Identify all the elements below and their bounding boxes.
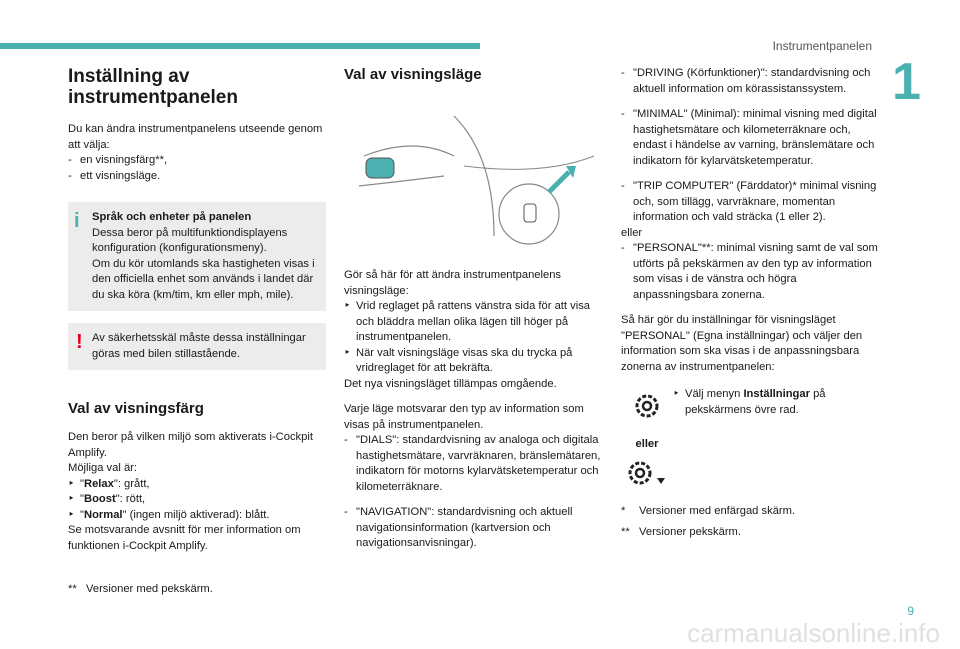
list-item: - "DRIVING (Körfunktioner)": standardvisning och aktuell information om körassistanssystem. [621, 67, 871, 95]
footnote: * Versioner med enfärgad skärm. [621, 504, 796, 517]
arrow-icon: ‣ [68, 493, 75, 505]
body-text: Gör så här för att ändra instrumentpanelens visningsläge: [344, 269, 562, 297]
body-text: eller [621, 226, 643, 239]
page-title: Inställning av instrumentpanelen [68, 66, 238, 108]
list-item: - "MINIMAL" (Minimal): minimal visning med digital hastighetsmätare och kilometerräknare och, endast i händelse av varning, bränslemätare och indikatorn för kylarvätsketemperatur. [621, 108, 877, 167]
body-text: Varje läge motsvarar den typ av information som visas på instrumentpanelen. [344, 403, 584, 431]
body-text: Se motsvarande avsnitt för mer information om funktionen i-Cockpit Amplify. [68, 524, 301, 552]
list-item: ‣ När valt visningsläge visas ska du trycka på vridreglaget för att bekräfta. [344, 346, 606, 377]
gear-icon [632, 391, 662, 421]
steering-wheel-illustration [344, 96, 606, 256]
warning-box [68, 323, 326, 370]
info-title: Språk och enheter på panelen [92, 211, 252, 223]
list-item: ‣ Välj menyn Inställningar på pekskärmens övre rad. [673, 387, 879, 418]
footnote: ** Versioner pekskärm. [621, 526, 741, 538]
icon-or-label: eller [635, 437, 659, 450]
list-item: ‣ "Boost": rött, [68, 492, 326, 508]
arrow-icon: ‣ [673, 388, 680, 400]
chapter-number: 1 [892, 53, 921, 111]
body-text: Så här gör du inställningar för visningsläget "PERSONAL" (Egna inställningar) och väljer den information som ska visas i de anpassningsbara zonerna av instrumentpanelen: [621, 314, 863, 373]
list-item: ‣ "Relax": grått, [68, 477, 326, 493]
settings-instruction [621, 387, 879, 494]
body-text: Den beror på vilken miljö som aktiverats i-Cockpit Amplify. [68, 431, 313, 459]
list-item: - "NAVIGATION": standardvisning och aktuell navigationsinformation (kartversion och navigationsanvisningar). [344, 506, 573, 549]
info-icon: i [74, 210, 80, 232]
arrow-icon: ‣ [68, 477, 75, 490]
body-text: Det nya visningsläget tillämpas omgående. [344, 377, 557, 390]
watermark: carmanualsonline.info [687, 618, 940, 648]
column-2 [344, 66, 606, 552]
page-number: 9 [907, 604, 914, 618]
section-heading: Val av visningsfärg [68, 400, 204, 417]
intro-text: Du kan ändra instrumentpanelens utseende genom att välja: [68, 123, 323, 151]
list-item: - "PERSONAL"**: minimal visning samt de val som utförts på pekskärmen av den typ av information som visas i de vänstra och högra anpassningsbara zonerna. [621, 242, 878, 301]
section-label: Instrumentpanelen [772, 39, 872, 53]
gear-dropdown-icon [625, 458, 669, 488]
list-item: - "DIALS": standardvisning av analoga och digitala hastighetsmätare, varvräknaren, bränslemätaren, indikatorn för motorns kylarvätsketemperatur och kilometerräknare. [344, 434, 601, 493]
warning-icon: ! [76, 331, 83, 353]
arrow-icon: ‣ [68, 508, 75, 521]
arrow-icon: ‣ [344, 300, 351, 312]
section-heading: Val av visningsläge [344, 66, 482, 83]
list-item: ‣ "Normal" (ingen miljö aktiverad): blått. [68, 508, 326, 524]
list-item: ‣ Vrid reglaget på rattens vänstra sida för att visa och bläddra mellan olika lägen till höger på instrumentpanelen. [344, 299, 606, 346]
footnote: ** Versioner med pekskärm. [68, 583, 213, 595]
warning-text: Av säkerhetsskäl måste dessa inställningar göras med bilen stillastående. [92, 332, 306, 360]
body-text: Möjliga val är: [68, 462, 138, 474]
column-3 [621, 66, 879, 541]
column-1 [68, 66, 326, 598]
list-item: - en visningsfärg**, [68, 154, 168, 166]
header-accent-bar [0, 43, 480, 49]
arrow-icon: ‣ [344, 346, 351, 359]
info-body: Om du kör utomlands ska hastigheten visas i den officiella enhet som används i landet där du ska köra (km/tim, km eller mph, mile). [92, 257, 315, 301]
info-body: Dessa beror på multifunktiondisplayens konfiguration (konfigurationsmeny). [92, 226, 288, 254]
list-item: - ett visningsläge. [68, 169, 161, 182]
list-item: - "TRIP COMPUTER" (Färddator)* minimal visning och, som tillägg, varvräknare, momentan information och vald sträcka (1 eller 2). [621, 180, 877, 223]
info-box [68, 202, 326, 311]
